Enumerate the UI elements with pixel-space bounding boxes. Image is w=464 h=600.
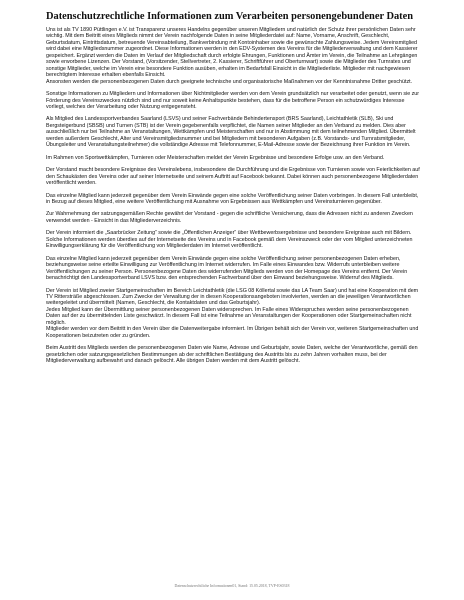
paragraph-austritt: Beim Austritt des Mitglieds werden die personenbezogenen Daten wie Name, Adresse und Geburtsjahr, sowie Daten, welche der Verantwortliche, gemäß den gesetzlichen oder satzungsgesetzlichen Bestimmungen ab der schriftlichen Bestätigung des Austritts bis zu zehn Jahren vorhalten muss, bei der Mitgliederverwaltung aufbewahrt und danach gelöscht. Alle übrigen Daten werden mit dem Austritt gelöscht. [46,345,418,365]
document-title: Datenschutzrechtliche Informationen zum Verarbeiten personengebundener Daten [46,11,414,22]
page-footer: Datenschutzrechtliche Informationen01, Stand: 15.05.2018, TVP-ES0318 [174,584,290,588]
paragraph-einwaende: Das einzelne Mitglied kann jederzeit gegenüber dem Verein Einwände gegen eine solche Veröffentlichung seiner Daten vorbringen. In diesem Fall unterbleibt, in Bezug auf dieses Mitglied, eine weitere Veröffentlichung mit Ausnahme von Ergebnissen aus Wettkämpfen und Vereinsturnieren gegenüber. [46,192,419,205]
paragraph-widerspruch: Jedes Mitglied kann der Übermittlung seiner personenbezogenen Daten widersprechen. Im Falle eines Widerspruches werden seine personenbezogenen Daten auf der zu übermittelnden Liste geschwärzt. In diesem Fall ist eine Teilnahme an Veranstaltungen der Kooperationen oder Startgemeinschaften nicht möglich. [46,306,412,326]
paragraph-einsicht-verzeichnis: Zur Wahrnehmung der satzungsgemäßen Rechte gewährt der Vorstand - gegen die schriftliche Versicherung, dass die Adressen nicht zu anderen Zwecken verwendet werden - Einsicht in das Mitgliederverzeichnis. [46,211,413,224]
paragraph-startgemeinschaften: Der Verein ist Mitglied zweier Startgemeinschaften im Bereich Leichtathletik (die LSG 08 Köllertal sowie das LA Team Saar) und hat eine Kooperation mit dem TV Rittersträße abgeschlossen. Zum Zwecke der Verwaltung der in diesen Kooperationsangeboten involvierten, werden an die jeweiligen Verantwortlichen weitergeleitet und übermittelt (Namen, Geschlecht, die Kontaktdaten und das Geburtsjahr). [46,287,419,307]
paragraph-landessportverband: Als Mitglied des Landessportverbandes Saarland (LSVS) und seiner Fachverbände Behindertensport (BRS Saarland), Leichtathletik (SLB), Ski und Bergsteigerbund (SBSB) und Turnen (STB) ist der Verein gegebenenfalls verpflichtet, die Namen seiner Mitglieder an den Verband zu melden. Dies aber ausschließlich nur bei Teilnahme an Veranstaltungen, Wettkämpfen und Meisterschaften und nur in Abstimmung mit dem teilnehmenden Mitglied. Übermittelt werden außerdem Geschlecht, Alter und Vereinsmitgliedsnummer und bei Mitgliedern mit besonderen Aufgaben (z.B. Vorstands- und Turnratsmitglieder, Übungsleiter und Veranstaltungsteilnehmer) die vollständige Adresse mit Telefonnummer, E-Mail-Adresse sowie der Bezeichnung ihrer Funktion im Verein. [46,116,416,149]
document-body [46,10,420,370]
paragraph-widerruf: Das einzelne Mitglied kann jederzeit gegenüber dem Verein Einwände gegen eine solche Veröffentlichung seiner personenbezogenen Daten erheben, beziehungsweise seine erteilte Einwilligung zur Veröffentlichung im Internet widerrufen. Im Falle eines Einwandes bzw. Widerrufs unterbleiben weitere Veröffentlichungen zu seiner Person. Personenbezogene Daten des widerrufenden Mitglieds werden von der Homepage des Vereins entfernt. Der Verein benachrichtigt den Landessportverband LSVS bzw. den entsprechenden Fachverband über den Einwand beziehungsweise. Widerruf des Mitglieds. [46,255,408,282]
paragraph-wettkampf-meldungen: Im Rahmen von Sportwettkämpfen, Turnieren oder Meisterschaften meldet der Verein Ergebnisse und besondere Erfolge usw. an den Verband. [46,154,385,161]
paragraph-sonstige-informationen: Sonstige Informationen zu Mitgliedern und Informationen über Nichtmitglieder werden von dem Verein grundsätzlich nur verarbeitet oder genutzt, wenn sie zur Förderung des Vereinszweckes nützlich sind und nur soweit keine Anhaltspunkte bestehen, dass für die betroffene Person ein schutzwürdiges Interesse vorliegt, welches der Verarbeitung oder Nutzung entgegensteht. [46,91,420,110]
paragraph-mitgliederdaten: Uns ist als TV 1890 Püttlingen e.V. ist Transparenz unseres Handelns gegenüber unseren Mitgliedern und natürlich der Schutz ihrer persönlichen Daten sehr wichtig. Mit dem Beitritt eines Mitglieds nimmt der Verein nachfolgende Daten in seine Mitgliederdatei auf: Name, Vorname, Anschrift, Geschlecht, Geburtsdatum, Eintrittsdatum, betreuende Vereinsabteilung, Bankverbindung mit Kontoinhaber sowie die gewünschte Zahlungsweise. Jedem Vereinsmitglied wird dabei eine Mitgliedsnummer zugeordnet. Diese Informationen werden in den EDV-Systemen des Vereins für die Mitgliederverwaltung und dem Kassierer gespeichert. Ergänzt werden die Daten im Verlauf der Mitgliedschaft durch erfolgte Ehrungen, Funktionen und Ämter im Verein, die Teilnahme an Lehrgängen sowie erworbene Lizenzen. Der Vorstand, (Vorsitzender, Stellvertreter, 2. Kassierer, Schriftführer und Oberturnwart) sowie die Mitglieder des Turnrates und sonstige Mitglieder, welche im Verein eine besondere Funktion ausüben, erhalten im Bedarfsfall Einsicht in die Mitgliederliste. Mitglieder mit nachgewiesen berechtigtem Interesse erhalten ebenfalls Einsicht. [46,27,418,79]
paragraph-schutz-dritter: Ansonsten werden die personenbezogenen Daten durch geeignete technische und organisatorische Maßnahmen vor der Kenntnisnahme Dritter geschützt. [46,78,413,85]
paragraph-presse-internet: Der Verein informiert die „Saarbrücker Zeitung“ sowie die „Öffentlichen Anzeiger“ über Wettbewerbsergebnisse und besondere Ereignisse auch mit Bildern. Solche Informationen werden überdies auf der Internetseite des Vereins und in Facebook gemäß dem Vereinszweck oder der vom Mitglied unterzeichneten Einwilligungserklärung für die Veröffentlichung von Mitgliederdaten im Internet veröffentlicht. [46,230,413,250]
paragraph-vereinsereignisse: Der Vorstand macht besondere Ereignisse des Vereinslebens, insbesondere die Durchführung und die Ergebnisse von Turnieren sowie von Feierlichkeiten auf den Schaukästen des Vereins oder auf seiner Internetseite und seinem Auftritt auf Facebook bekannt. Dabei können auch personenbezogene Mitgliederdaten veröffentlicht werden. [46,167,420,187]
paragraph-beitritt-information: Mitglieder werden vor dem Beitritt in den Verein über die Datenweitergabe informiert. Im Übrigen behält sich der Verein vor, weiteren Startgemeinschaften und Kooperationen beizutreten oder zu gründen. [46,326,419,339]
